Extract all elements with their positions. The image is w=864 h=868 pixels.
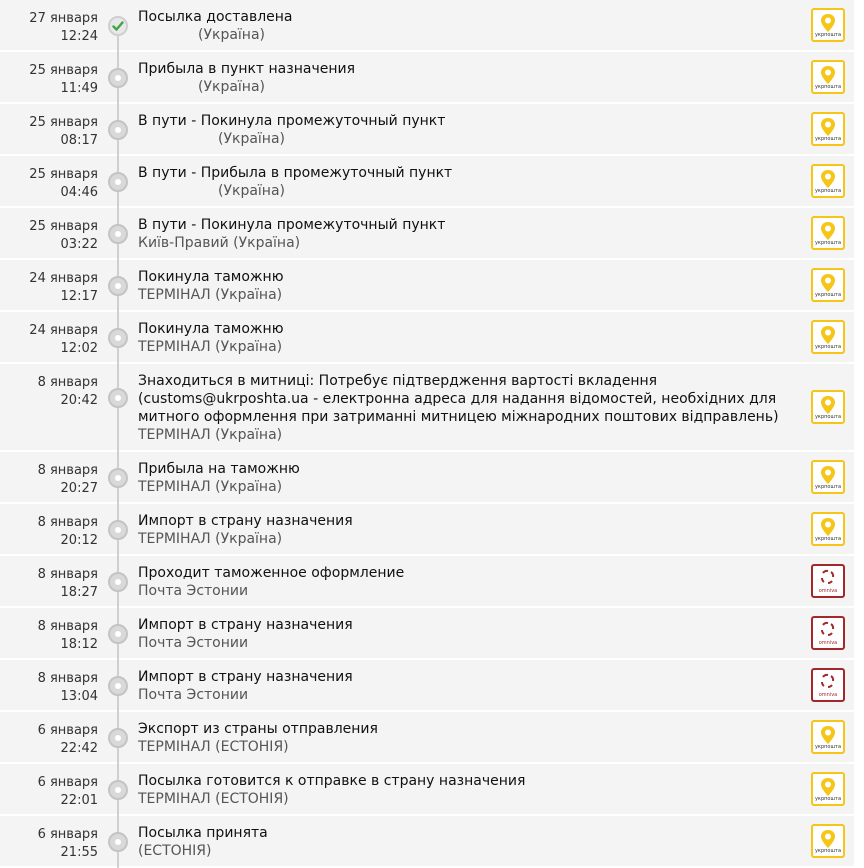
- event-location: ТЕРМІНАЛ (Україна): [138, 427, 283, 443]
- event-date: 27 января: [29, 11, 98, 26]
- event-details: [138, 452, 802, 502]
- carrier-logo-cell: [802, 504, 854, 554]
- timeline-dot-icon: [108, 832, 128, 852]
- tracking-event-row: [0, 364, 854, 452]
- event-time: 22:42: [60, 741, 98, 756]
- event-datetime: [0, 0, 98, 46]
- timeline-dot-icon: [108, 572, 128, 592]
- carrier-logo-cell: [802, 364, 854, 450]
- delivered-check-icon: [108, 16, 128, 36]
- event-details: [138, 608, 802, 658]
- event-date: 25 января: [29, 167, 98, 182]
- ukrposhta-logo-icon: [811, 460, 845, 494]
- event-location: Київ-Правий (Україна): [138, 235, 301, 251]
- event-time: 20:12: [60, 533, 98, 548]
- carrier-logo-label: укрпошта: [814, 414, 842, 420]
- event-time: 12:02: [60, 341, 98, 356]
- event-status: Знаходиться в митниці: Потребує підтвердження вартості вкладення (customs@ukrposhta.ua - електронна адреса для надання відомостей, необхідних для митного оформлення при затриманні митницею міжнародних поштових відправлень): [138, 373, 779, 425]
- timeline-rail: [98, 364, 138, 450]
- timeline-rail: [98, 52, 138, 102]
- event-details: [138, 156, 802, 206]
- tracking-event-row: [0, 52, 854, 104]
- timeline-rail: [98, 104, 138, 154]
- event-date: 8 января: [37, 515, 98, 530]
- event-time: 12:17: [60, 289, 98, 304]
- timeline-rail: [98, 504, 138, 554]
- event-details: [138, 260, 802, 310]
- timeline-dot-icon: [108, 224, 128, 244]
- event-status: Проходит таможенное оформление: [138, 565, 405, 581]
- event-details: [138, 104, 802, 154]
- ukrposhta-logo-icon: [811, 164, 845, 198]
- tracking-event-row: [0, 312, 854, 364]
- event-datetime: [0, 312, 98, 358]
- timeline-dot-icon: [108, 328, 128, 348]
- omniva-logo-icon: [811, 616, 845, 650]
- tracking-event-row: [0, 504, 854, 556]
- carrier-logo-cell: [802, 764, 854, 814]
- timeline-rail: [98, 208, 138, 258]
- ukrposhta-logo-icon: [811, 60, 845, 94]
- event-date: 6 января: [37, 723, 98, 738]
- ukrposhta-logo-icon: [811, 112, 845, 146]
- carrier-logo-cell: [802, 312, 854, 362]
- event-date: 25 января: [29, 219, 98, 234]
- ukrposhta-logo-icon: [811, 824, 845, 858]
- tracking-event-row: [0, 208, 854, 260]
- event-details: [138, 364, 802, 450]
- ukrposhta-logo-icon: [811, 390, 845, 424]
- event-details: [138, 712, 802, 762]
- event-details: [138, 52, 802, 102]
- timeline-dot-icon: [108, 676, 128, 696]
- event-date: 8 января: [37, 619, 98, 634]
- carrier-logo-label: укрпошта: [814, 744, 842, 750]
- timeline-rail: [98, 156, 138, 206]
- event-time: 20:42: [60, 393, 98, 408]
- event-date: 8 января: [37, 671, 98, 686]
- timeline-dot-icon: [108, 120, 128, 140]
- event-status: Посылка готовится к отправке в страну назначения: [138, 773, 526, 789]
- event-status: Импорт в страну назначения: [138, 669, 353, 685]
- event-details: [138, 764, 802, 814]
- timeline-dot-icon: [108, 388, 128, 408]
- carrier-logo-label: omniva: [818, 640, 838, 646]
- timeline-rail: [98, 312, 138, 362]
- timeline-line: [117, 364, 119, 452]
- timeline-rail: [98, 608, 138, 658]
- timeline-dot-icon: [108, 276, 128, 296]
- event-status: Экспорт из страны отправления: [138, 721, 378, 737]
- event-datetime: [0, 452, 98, 498]
- event-details: [138, 312, 802, 362]
- event-details: [138, 556, 802, 606]
- carrier-logo-cell: [802, 0, 854, 50]
- event-time: 03:22: [60, 237, 98, 252]
- carrier-logo-label: укрпошта: [814, 536, 842, 542]
- event-location: ТЕРМІНАЛ (Україна): [138, 339, 283, 355]
- tracking-event-row: [0, 764, 854, 816]
- event-datetime: [0, 364, 98, 410]
- tracking-event-row: [0, 260, 854, 312]
- carrier-logo-label: укрпошта: [814, 188, 842, 194]
- event-status: Прибыла на таможню: [138, 461, 300, 477]
- event-date: 6 января: [37, 827, 98, 842]
- event-status: Посылка принята: [138, 825, 268, 841]
- carrier-logo-cell: [802, 712, 854, 762]
- event-status: Импорт в страну назначения: [138, 513, 353, 529]
- event-time: 18:12: [60, 637, 98, 652]
- timeline-dot-icon: [108, 624, 128, 644]
- timeline-dot-icon: [108, 468, 128, 488]
- event-location: (Україна): [218, 183, 285, 199]
- event-details: [138, 0, 802, 50]
- carrier-logo-label: укрпошта: [814, 292, 842, 298]
- ukrposhta-logo-icon: [811, 216, 845, 250]
- tracking-event-row: [0, 104, 854, 156]
- ukrposhta-logo-icon: [811, 772, 845, 806]
- event-date: 25 января: [29, 63, 98, 78]
- tracking-event-row: [0, 660, 854, 712]
- carrier-logo-cell: [802, 660, 854, 710]
- carrier-logo-cell: [802, 208, 854, 258]
- event-datetime: [0, 816, 98, 862]
- tracking-event-row: [0, 712, 854, 764]
- timeline-rail: [98, 556, 138, 606]
- carrier-logo-cell: [802, 452, 854, 502]
- timeline-dot-icon: [108, 172, 128, 192]
- timeline-rail: [98, 260, 138, 310]
- carrier-logo-label: omniva: [818, 588, 838, 594]
- ukrposhta-logo-icon: [811, 268, 845, 302]
- carrier-logo-label: укрпошта: [814, 32, 842, 38]
- tracking-event-row: [0, 156, 854, 208]
- timeline-rail: [98, 712, 138, 762]
- event-date: 8 января: [37, 567, 98, 582]
- event-location: Почта Эстонии: [138, 583, 249, 599]
- event-datetime: [0, 556, 98, 602]
- carrier-logo-label: укрпошта: [814, 136, 842, 142]
- event-datetime: [0, 660, 98, 706]
- event-time: 20:27: [60, 481, 98, 496]
- carrier-logo-cell: [802, 104, 854, 154]
- event-location: Почта Эстонии: [138, 687, 249, 703]
- event-time: 18:27: [60, 585, 98, 600]
- event-date: 8 января: [37, 375, 98, 390]
- tracking-event-row: [0, 0, 854, 52]
- event-date: 24 января: [29, 323, 98, 338]
- carrier-logo-label: укрпошта: [814, 796, 842, 802]
- event-date: 25 января: [29, 115, 98, 130]
- carrier-logo-cell: [802, 608, 854, 658]
- ukrposhta-logo-icon: [811, 512, 845, 546]
- carrier-logo-label: укрпошта: [814, 848, 842, 854]
- event-date: 6 января: [37, 775, 98, 790]
- event-time: 04:46: [60, 185, 98, 200]
- ukrposhta-logo-icon: [811, 320, 845, 354]
- timeline-rail: [98, 660, 138, 710]
- event-details: [138, 208, 802, 258]
- event-status: Покинула таможню: [138, 321, 284, 337]
- event-location: ТЕРМІНАЛ (Україна): [138, 287, 283, 303]
- event-datetime: [0, 208, 98, 254]
- event-time: 12:24: [60, 29, 98, 44]
- timeline-rail: [98, 764, 138, 814]
- timeline-dot-icon: [108, 728, 128, 748]
- event-datetime: [0, 504, 98, 550]
- tracking-event-row: [0, 556, 854, 608]
- event-status: Покинула таможню: [138, 269, 284, 285]
- event-location: ТЕРМІНАЛ (ЕСТОНІЯ): [138, 791, 289, 807]
- event-status: В пути - Покинула промежуточный пункт: [138, 217, 446, 233]
- timeline-rail: [98, 0, 138, 50]
- event-location: ТЕРМІНАЛ (Україна): [138, 531, 283, 547]
- event-datetime: [0, 712, 98, 758]
- tracking-event-row: [0, 452, 854, 504]
- event-status: Посылка доставлена: [138, 9, 293, 25]
- event-time: 11:49: [60, 81, 98, 96]
- carrier-logo-cell: [802, 260, 854, 310]
- event-location: ТЕРМІНАЛ (ЕСТОНІЯ): [138, 739, 289, 755]
- event-time: 22:01: [60, 793, 98, 808]
- event-date: 24 января: [29, 271, 98, 286]
- carrier-logo-cell: [802, 816, 854, 866]
- event-details: [138, 816, 802, 866]
- carrier-logo-cell: [802, 52, 854, 102]
- event-status: Импорт в страну назначения: [138, 617, 353, 633]
- carrier-logo-cell: [802, 556, 854, 606]
- event-datetime: [0, 608, 98, 654]
- ukrposhta-logo-icon: [811, 8, 845, 42]
- omniva-logo-icon: [811, 668, 845, 702]
- timeline-dot-icon: [108, 780, 128, 800]
- event-time: 13:04: [60, 689, 98, 704]
- omniva-logo-icon: [811, 564, 845, 598]
- event-location: (Україна): [198, 79, 265, 95]
- event-location: (ЕСТОНІЯ): [138, 843, 212, 859]
- event-status: Прибыла в пункт назначения: [138, 61, 355, 77]
- carrier-logo-label: укрпошта: [814, 240, 842, 246]
- timeline-rail: [98, 452, 138, 502]
- event-datetime: [0, 764, 98, 810]
- carrier-logo-label: укрпошта: [814, 484, 842, 490]
- event-status: В пути - Покинула промежуточный пункт: [138, 113, 446, 129]
- event-time: 21:55: [60, 845, 98, 860]
- carrier-logo-cell: [802, 156, 854, 206]
- event-datetime: [0, 52, 98, 98]
- event-status: В пути - Прибыла в промежуточный пункт: [138, 165, 453, 181]
- tracking-event-row: [0, 816, 854, 868]
- carrier-logo-label: omniva: [818, 692, 838, 698]
- timeline-rail: [98, 816, 138, 866]
- event-location: Почта Эстонии: [138, 635, 249, 651]
- event-date: 8 января: [37, 463, 98, 478]
- event-datetime: [0, 156, 98, 202]
- event-location: ТЕРМІНАЛ (Україна): [138, 479, 283, 495]
- event-details: [138, 504, 802, 554]
- tracking-event-row: [0, 608, 854, 660]
- event-location: (Україна): [218, 131, 285, 147]
- event-time: 08:17: [60, 133, 98, 148]
- timeline-dot-icon: [108, 68, 128, 88]
- event-location: (Україна): [198, 27, 265, 43]
- carrier-logo-label: укрпошта: [814, 344, 842, 350]
- carrier-logo-label: укрпошта: [814, 84, 842, 90]
- timeline-dot-icon: [108, 520, 128, 540]
- event-details: [138, 660, 802, 710]
- ukrposhta-logo-icon: [811, 720, 845, 754]
- event-datetime: [0, 260, 98, 306]
- event-datetime: [0, 104, 98, 150]
